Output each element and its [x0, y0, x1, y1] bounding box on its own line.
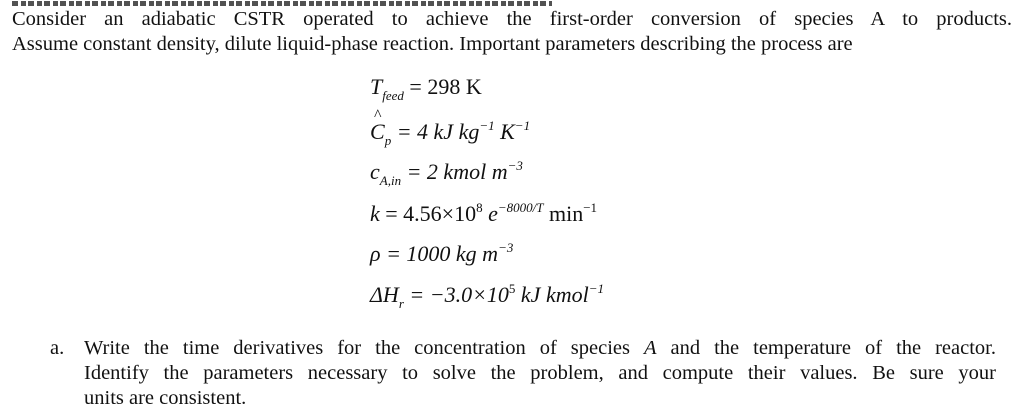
equation-rate-constant: $k = 4.56\times 10^8$ $e^{-8000/T}$ $\min^{-1}$ [370, 200, 598, 226]
equation-heat-capacity: ^ $C_p = 4$ kJ $kg^{-1}$ $K^{-1}$ [370, 118, 530, 149]
intro-line-1: Consider an adiabatic CSTR operated to achieve the first-order conversion of species A to products. [12, 8, 1012, 30]
clipped-heading [12, 0, 552, 6]
question-a-marker: a. [50, 337, 65, 359]
intro-line-2: Assume constant density, dilute liquid-phase reaction. Important parameters describing the process are [12, 33, 853, 55]
question-a-line-2: Identify the parameters necessary to solve the problem, and compute their values. Be sure your [84, 362, 996, 384]
question-a-line-1: Write the time derivatives for the concentration of species A and the temperature of the reactor. [84, 337, 996, 359]
equation-t-feed: $T_{feed} = 298$ K [370, 74, 482, 103]
equation-inlet-concentration: $c_{A,in} = 2$ kmol $m^{-3}$ [370, 158, 523, 188]
equation-density: ρ = 1000 kg $m^{-3}$ [370, 240, 514, 266]
equation-heat-of-reaction: $\Delta H_r = -3.0\times 10^5$ kJ kmol$^{-1}$ [370, 281, 604, 311]
question-a-line-3: units are consistent. [84, 387, 247, 409]
intro-paragraph [12, 7, 1012, 57]
